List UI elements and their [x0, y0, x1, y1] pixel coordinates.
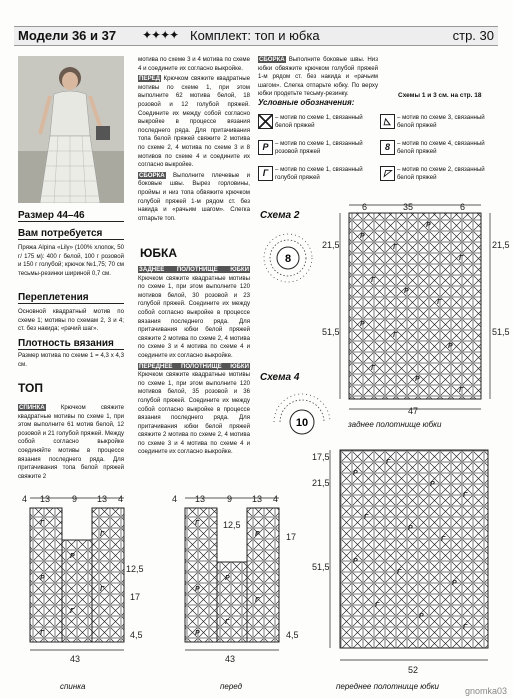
front-skirt-dim-3: 51,5 [312, 562, 330, 572]
legend-text: – мотив по схеме 4, связанный белой пряжей [397, 140, 485, 155]
svg-text:Р: Р [415, 376, 420, 383]
front-label: ПЕРЕД [139, 75, 160, 83]
legend-text: – мотив по схеме 1, связанный белой пряжей [275, 114, 363, 129]
materials-body: Пряжа Alpina «Lily» (100% хлопок, 50 г/ 175 м): 400 г белой, 100 г розовой и 150 г голубой; крючок №1,75; 70 см тесьмы-резинки шириной 0,7 см. [18, 244, 124, 277]
watermark: gnomka03 [464, 686, 507, 696]
svg-text:Р: Р [40, 575, 45, 582]
svg-text:Р: Р [353, 558, 358, 565]
svg-text:Г: Г [195, 520, 200, 527]
materials-heading: Вам потребуется [18, 228, 124, 240]
scheme2-triangle-icon: ◸ [380, 166, 395, 181]
svg-text:Г: Г [371, 365, 376, 372]
svg-text:Г: Г [386, 459, 391, 466]
front-dim-side-3: 4,5 [286, 630, 299, 640]
page-title: Модели 36 и 37 [18, 28, 117, 43]
svg-text:Р: Р [430, 481, 435, 488]
svg-text:Г: Г [459, 387, 464, 394]
rear-dim-bottom: 47 [408, 406, 419, 416]
legend-text: – мотив по схеме 1, связанный голубой пряжей [275, 166, 363, 181]
svg-text:Г: Г [459, 255, 464, 262]
svg-text:Г: Г [393, 332, 398, 339]
front-dim-bottom: 43 [225, 654, 236, 664]
svg-text:Г: Г [463, 624, 468, 631]
svg-text:Р: Р [426, 222, 431, 229]
back-diagram [22, 494, 144, 664]
back-dim-side-2: 17 [130, 592, 141, 602]
scheme4-motif-icon: 8 [380, 140, 395, 155]
svg-text:Р: Р [360, 321, 365, 328]
front-skirt-caption: переднее полотнище юбки [336, 682, 439, 691]
page-number: стр. 30 [452, 28, 494, 43]
svg-text:Г: Г [371, 277, 376, 284]
rear-dim-top-right: 6 [460, 202, 466, 212]
rear-skirt-caption: заднее полотнище юбки [348, 420, 442, 429]
svg-text:Р: Р [452, 580, 457, 587]
front-dim-top-5: 4 [273, 494, 279, 504]
svg-text:Г: Г [463, 492, 468, 499]
svg-text:Р: Р [225, 575, 230, 582]
svg-text:Г: Г [255, 597, 260, 604]
svg-text:Г: Г [397, 569, 402, 576]
gauge-body: Размер мотива по схеме 1 = 4,3 х 4,3 см. [18, 352, 124, 368]
svg-text:Р: Р [408, 525, 413, 532]
back-dim-top-5: 4 [118, 494, 124, 504]
front-dim-side-2: 17 [286, 532, 297, 542]
skirt-heading: ЮБКА [140, 246, 177, 260]
gauge-heading: Плотность вязания [18, 338, 124, 350]
rear-dim-right-2: 51,5 [492, 327, 510, 337]
svg-text:Р: Р [360, 233, 365, 240]
svg-text:Р: Р [419, 613, 424, 620]
front-caption: перед [220, 682, 243, 691]
svg-text:Р: Р [195, 630, 200, 637]
svg-text:Г: Г [364, 514, 369, 521]
rear-dim-right-1: 21,5 [492, 240, 510, 250]
size-heading: Размер 44–46 [18, 210, 124, 222]
rear-dim-left-1: 21,5 [322, 240, 340, 250]
pink-motif-icon: Р [258, 140, 273, 155]
svg-text:Р: Р [353, 470, 358, 477]
scheme4-label: Схема 4 [260, 372, 300, 383]
stitches-heading: Переплетения [18, 292, 124, 304]
front-skirt-dim-1: 17,5 [312, 452, 330, 462]
rear-dim-top-left: 6 [362, 202, 368, 212]
stitches-body: Основной квадратный мотив по схеме 1; мотивы по схемам 2, 3 и 4; ст. без накида; «рачий шаг». [18, 308, 124, 333]
back-label: СПИНКА [19, 404, 45, 411]
svg-text:Р: Р [70, 553, 75, 560]
svg-text:Г: Г [375, 602, 380, 609]
svg-text:Г: Г [40, 520, 45, 527]
scheme4-motif [274, 394, 330, 434]
svg-text:Р: Р [404, 288, 409, 295]
front-skirt-dim-bottom: 52 [408, 665, 419, 675]
scheme2-number: 8 [284, 253, 292, 265]
legend-text: – мотив по схеме 1, связанный розовой пряжей [275, 140, 363, 155]
svg-text:Г: Г [437, 299, 442, 306]
svg-text:Г: Г [393, 244, 398, 251]
svg-text:Г: Г [70, 608, 75, 615]
svg-text:Р: Р [195, 586, 200, 593]
legend-title: Условные обозначения: [258, 98, 355, 107]
rear-skirt-label: ЗАДНЕЕ ПОЛОТНИЩЕ ЮБКИ [139, 266, 249, 273]
back-body: Крючком свяжите квадратные мотивы по схеме 1, при этом выполните 61 мотив белой, 12 розовой и 21 голубой пряжей. Между собой согласно выкройке соединяйте мотивы в процессе вязания последнего ряда. Для притачивания топа белой пряжей свяжите 2 [18, 404, 124, 480]
back-dim-side-3: 4,5 [130, 630, 143, 640]
scheme3-triangle-icon: ◺ [380, 114, 395, 129]
back-dim-side-1: 12,5 [126, 564, 144, 574]
front-dim-top-1: 4 [172, 494, 178, 504]
front-dim-top-3: 9 [227, 494, 233, 504]
front-skirt-diagram [312, 450, 488, 675]
mid-intro: мотива по схеме 3 и 4 мотива по схеме 4 и соедините их согласно выкройке. [138, 56, 250, 72]
skirt-assembly-label: СБОРКА [259, 56, 285, 63]
front-skirt-dim-2: 21,5 [312, 478, 330, 488]
rear-skirt-body: Крючком свяжите квадратные мотивы по схеме 1, при этом выполните 120 мотивов белой, 30 розовой и 23 голубой пряжей. Соедините их между собой согласно выкройке в процессе вязания последнего ряда. Для притачивания юбки белой пряжей свяжите 2 мотива по схеме 2, 4 мотива по схеме 3 и 4 мотива по схеме 4 и соедините их согласно выкройке. [138, 274, 250, 359]
difficulty-stars: ✦✦✦✦ [142, 28, 179, 42]
back-dim-top-1: 4 [22, 494, 28, 504]
legend-text: – мотив по схеме 2, связанный белой пряжей [397, 166, 485, 181]
scheme2-motif [264, 234, 312, 282]
back-dim-top-2: 13 [40, 494, 51, 504]
scheme2-label: Схема 2 [260, 210, 300, 221]
svg-text:Р: Р [448, 343, 453, 350]
top-heading: ТОП [18, 381, 43, 395]
front-skirt-body: Крючком свяжите квадратные мотивы по схеме 1, при этом выполните 120 мотивов белой, 35 розовой и 36 голубой пряжей. Соедините их между собой согласно выкройке в процессе вязания последнего ряда. Для притачивания юбки белой пряжей свяжите 2 мотива по схеме 2, 4 мотива по схеме 3 и 4 мотива по схеме 4 и соедините их согласно выкройке. [138, 371, 250, 456]
back-dim-top-4: 13 [97, 494, 108, 504]
legend-text: – мотив по схеме 3, связанный белой пряжей [397, 114, 485, 129]
rear-skirt-diagram [322, 202, 510, 416]
front-skirt-label: ПЕРЕДНЕЕ ПОЛОТНИЩЕ ЮБКИ [139, 362, 249, 370]
rear-dim-left-2: 51,5 [322, 327, 340, 337]
front-diagram [172, 494, 299, 664]
front-body: Крючком свяжите квадратные мотивы по схеме 1, при этом выполните 62 мотива белой, 18 розовой и 12 голубой пряжей. Соедините их между собой согласно выкройке в процессе вязания последнего ряда. Для притачивания топа белой пряжей свяжите 2 мотива по схеме 2, 4 мотива по схеме 3 и 8 мотивов по схеме 4 и соедините их согласно выкройке. [138, 75, 250, 169]
front-dim-side-1: 12,5 [223, 520, 241, 530]
top-assembly-label: СБОРКА [139, 171, 165, 179]
blue-motif-icon: Г [258, 166, 273, 181]
back-dim-top-3: 9 [72, 494, 78, 504]
svg-text:Г: Г [441, 536, 446, 543]
svg-text:Р: Р [255, 531, 260, 538]
svg-text:Г: Г [40, 630, 45, 637]
front-dim-top-4: 13 [252, 494, 263, 504]
back-dim-bottom: 43 [70, 654, 81, 664]
svg-text:Г: Г [100, 586, 105, 593]
page-subtitle: Комплект: топ и юбка [190, 28, 320, 43]
scheme4-number: 10 [295, 417, 309, 429]
skirt-assembly-body: Выполните боковые швы. Низ юбки обвяжите крючком голубой пряжей 1-м рядом ст. без накида и «рачьим шагом». Слегка отпарьте юбку. По верху юбки продетьте тесьму-резинку. [258, 56, 378, 98]
rear-dim-top-mid: 35 [403, 202, 414, 212]
svg-text:Г: Г [100, 531, 105, 538]
top-assembly-body: Выполните плечевые и боковые швы. Вырез горловины, проймы и низ топа обвяжите крючком голубой пряжей 1-м рядом ст. без накида и «рачьим шагом». Слегка отпарьте топ. [138, 171, 250, 222]
back-caption: спинка [60, 682, 86, 691]
svg-text:Г: Г [225, 619, 230, 626]
front-dim-top-2: 13 [195, 494, 206, 504]
legend-reference: Схемы 1 и 3 см. на стр. 18 [398, 92, 482, 99]
